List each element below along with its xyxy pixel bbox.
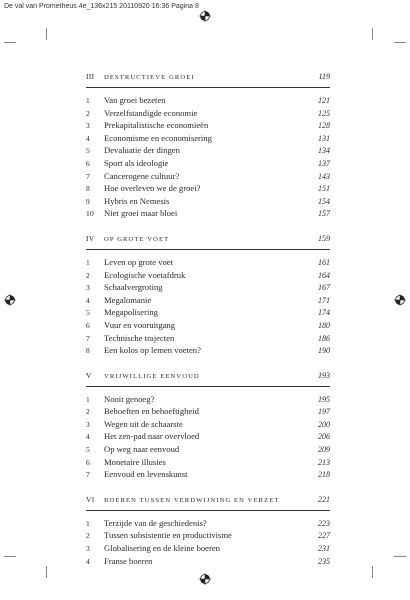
toc-entry [86,393,330,406]
toc-entry [86,344,330,357]
crop-mark [46,566,47,578]
toc-entry [86,269,330,282]
entry-page: 231 [318,544,330,554]
entry-page: 213 [318,457,330,467]
section-title: OP GROTE VOET [104,235,170,243]
entry-page: 200 [318,419,330,429]
section-rule [86,249,330,250]
entry-number: 6 [86,158,91,168]
section-page: 119 [318,72,330,81]
entry-page: 151 [318,184,330,194]
entry-page: 186 [318,333,330,343]
entry-number: 4 [86,133,91,143]
entry-number: 3 [86,121,91,131]
entry-page: 121 [318,96,330,105]
toc-entry [86,306,330,319]
entry-title: Technische trajecten [104,332,175,343]
toc-entry [86,207,330,220]
entry-page: 154 [318,196,330,206]
entry-title: Devaluatie der dingen [104,145,180,156]
entry-number: 1 [86,96,91,105]
entry-page: 197 [318,407,330,417]
toc-entry [86,107,330,120]
toc-section-iv [86,233,330,357]
entry-title: Hybris en Nemesis [104,195,170,206]
entry-title: Niet groei maar bloei [104,208,178,219]
entry-number: 2 [86,270,91,280]
entry-title: Wegen uit de schaarste [104,418,183,429]
entry-title: Nooit genoeg? [104,393,155,404]
toc-section-v [86,370,330,481]
section-number: VI [86,494,95,504]
entry-page: 209 [318,445,330,455]
section-gap [86,357,330,370]
toc-entry [86,119,330,132]
entry-title: Globalisering en de kleine boeren [104,543,220,554]
crop-mark [372,28,373,40]
section-page: 193 [318,370,330,380]
toc-entry [86,332,330,345]
entry-number: 7 [86,470,91,480]
registration-mark-icon [199,573,211,585]
entry-page: 125 [318,108,330,118]
registration-mark-icon [394,294,406,306]
section-rule [86,386,330,387]
entry-page: 206 [318,432,330,442]
section-number: III [86,72,95,81]
section-heading [86,233,330,246]
entry-page: 174 [318,308,330,318]
entry-number: 2 [86,531,91,541]
crop-mark [46,28,47,40]
toc-entry [86,94,330,107]
section-rule [86,87,330,88]
entry-title: Sport als ideologie [104,157,169,168]
entry-number: 5 [86,445,91,455]
entry-title: Leven op grote voet [104,256,173,267]
entry-number: 4 [86,556,91,566]
entry-number: 8 [86,184,91,194]
entry-page: 227 [318,531,330,541]
entry-title: Terzijde van de geschiedenis? [104,517,207,528]
print-header: De val van Prometheus 4e_136x215 20110920 16:36 Pagina 8 [4,3,199,10]
entry-title: Cancerogene cultuur? [104,170,180,181]
entry-number: 1 [86,394,91,404]
toc-section-iii [86,71,330,220]
entry-title: Het zen-pad naar overvloed [104,431,200,442]
entry-title: Vuur en vooruitgang [104,319,176,330]
entry-page: 180 [318,320,330,330]
entry-page: 134 [318,146,330,156]
toc-entry [86,157,330,170]
crop-mark [4,42,16,43]
crop-mark [4,556,16,557]
entry-title: Schaalvergroting [104,282,163,293]
toc-entry [86,468,330,481]
table-of-contents [86,71,330,567]
entry-title: Op weg naar eenvoud [104,444,180,455]
toc-entry [86,170,330,183]
entry-number: 1 [86,518,91,528]
entry-number: 2 [86,108,91,118]
registration-mark-icon [199,10,211,22]
toc-entry [86,405,330,418]
toc-entry [86,555,330,568]
entry-page: 223 [318,518,330,528]
entry-title: Hoe overleven we de groei? [104,183,201,194]
entry-page: 218 [318,470,330,480]
toc-entry [86,443,330,456]
entry-number: 1 [86,257,91,267]
entry-number: 10 [86,209,95,219]
entry-number: 2 [86,407,91,417]
crop-mark [394,42,406,43]
toc-entry [86,281,330,294]
entry-number: 8 [86,346,91,356]
section-page: 159 [318,233,330,243]
entry-number: 5 [86,146,91,156]
entry-number: 7 [86,333,91,343]
toc-entry [86,319,330,332]
entry-page: 131 [318,133,330,143]
entry-title: Megalomanie [104,294,152,305]
entry-title: Van groei bezeten [104,95,166,105]
toc-entry [86,418,330,431]
entry-page: 161 [318,257,330,267]
section-title: BOEREN TUSSEN VERDWIJNING EN VERZET [104,496,280,504]
section-heading [86,71,330,84]
toc-entry [86,430,330,443]
entry-page: 167 [318,283,330,293]
toc-entry [86,195,330,208]
entry-page: 128 [318,121,330,131]
toc-entry [86,517,330,530]
entry-title: Eenvoud en levenskunst [104,469,188,480]
toc-entry [86,182,330,195]
entry-page: 143 [318,171,330,181]
entry-title: Ecologische voetafdruk [104,269,186,280]
section-page: 221 [318,494,330,504]
section-gap [86,481,330,494]
toc-entry [86,456,330,469]
registration-mark-icon [4,294,16,306]
entry-number: 5 [86,308,91,318]
entry-number: 6 [86,457,91,467]
crop-mark [394,556,406,557]
entry-title: Tussen subsistentie en productivisme [104,530,232,541]
section-title: VRIJWILLIGE EENVOUD [104,372,200,380]
entry-title: Behoeften en behoeftigheid [104,406,199,417]
entry-title: Megapolisering [104,307,158,318]
entry-number: 3 [86,544,91,554]
entry-number: 7 [86,171,91,181]
entry-title: Prekapitalistische economieën [104,120,209,131]
entry-page: 164 [318,270,330,280]
toc-entry [86,529,330,542]
crop-mark [372,566,373,578]
section-title: DESTRUCTIEVE GROEI [104,74,195,81]
entry-title: Franse boeren [104,555,153,566]
entry-number: 4 [86,432,91,442]
entry-number: 4 [86,295,91,305]
entry-page: 157 [318,209,330,219]
toc-section-vi [86,494,330,567]
section-rule [86,510,330,511]
entry-title: Economisme en economisering [104,132,212,143]
entry-number: 3 [86,419,91,429]
toc-entry [86,132,330,145]
entry-title: Een kolos op lemen voeten? [104,345,201,356]
toc-entry [86,144,330,157]
section-number: V [86,370,92,380]
section-heading [86,494,330,507]
entry-page: 137 [318,158,330,168]
entry-number: 9 [86,196,91,206]
entry-title: Verzelfstandigde economie [104,107,198,118]
section-gap [86,220,330,233]
entry-page: 235 [318,556,330,566]
toc-entry [86,256,330,269]
entry-page: 195 [318,394,330,404]
section-number: IV [86,233,95,243]
toc-entry [86,294,330,307]
entry-number: 6 [86,320,91,330]
entry-page: 171 [318,295,330,305]
entry-page: 190 [318,346,330,356]
entry-title: Monetaire illusies [104,456,166,467]
entry-number: 3 [86,283,91,293]
section-heading [86,370,330,383]
toc-entry [86,542,330,555]
